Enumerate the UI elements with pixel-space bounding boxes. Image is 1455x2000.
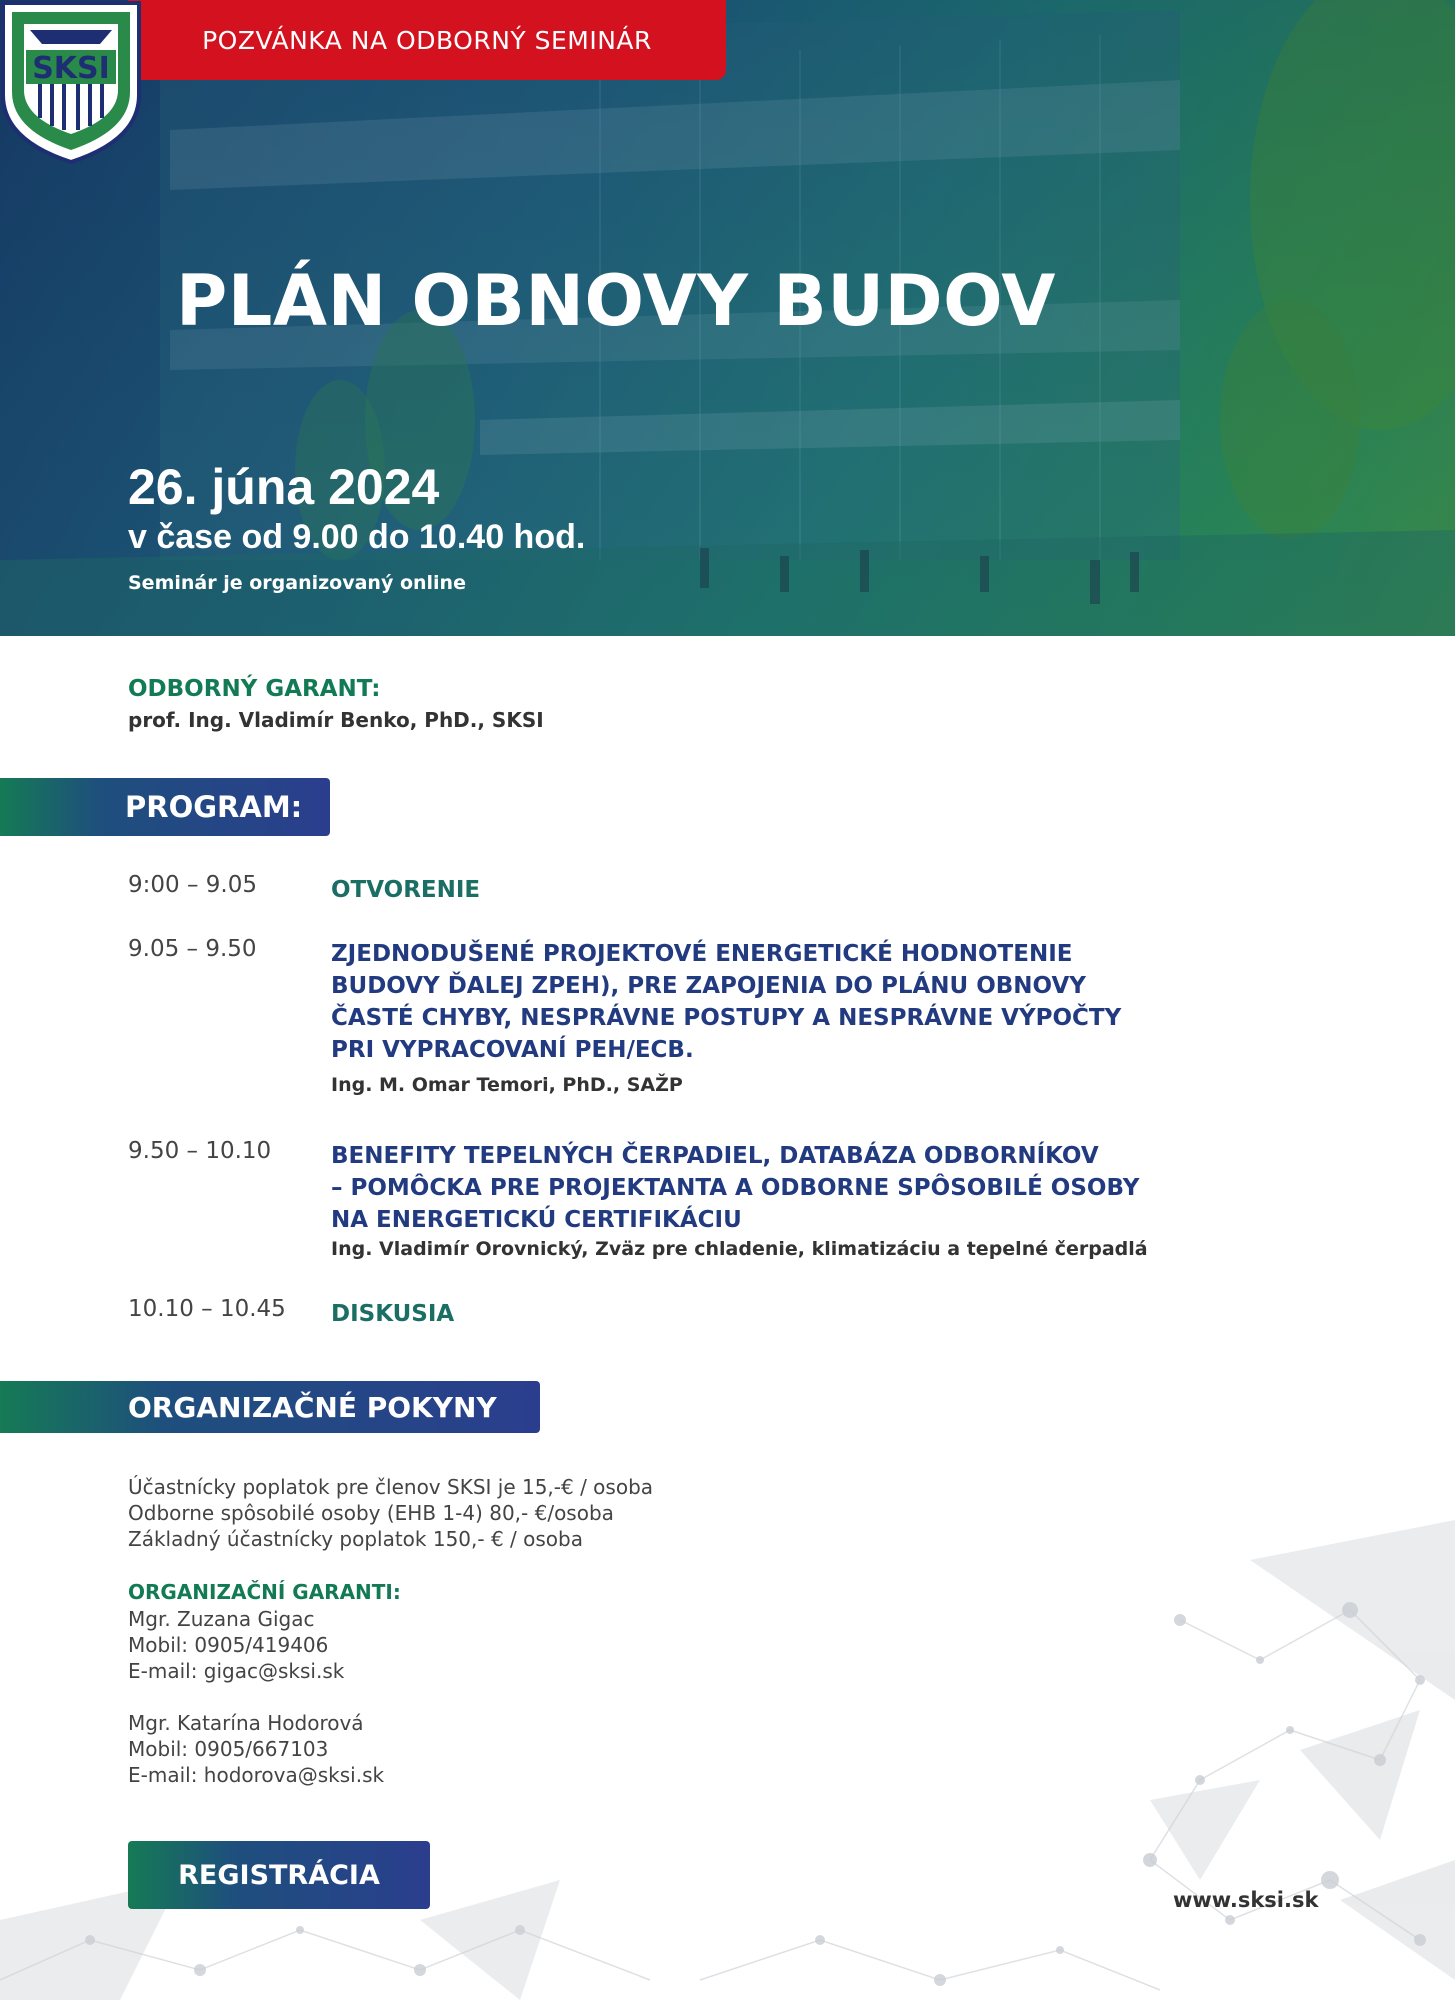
contact-email[interactable]: E-mail: hodorova@sksi.sk — [128, 1763, 385, 1787]
program-time: 9.05 – 9.50 — [128, 936, 257, 962]
page-title: PLÁN OBNOVY BUDOV — [176, 260, 1056, 342]
logo-text: SKSI — [32, 51, 110, 86]
contact-name: Mgr. Zuzana Gigac — [128, 1607, 315, 1631]
program-title-line: ČASTÉ CHYBY, NESPRÁVNE POSTUPY A NESPRÁVNE VÝPOČTY — [331, 1005, 1122, 1031]
garant-heading: ODBORNÝ GARANT: — [128, 676, 381, 702]
fee-list — [128, 1474, 653, 1552]
contact-mobile: Mobil: 0905/419406 — [128, 1633, 329, 1657]
fee-line: Základný účastnícky poplatok 150,- € / osoba — [128, 1527, 583, 1551]
event-date: 26. júna 2024 — [128, 459, 440, 515]
organizers-heading: ORGANIZAČNÍ GARANTI: — [128, 1580, 401, 1604]
program-title-line: NA ENERGETICKÚ CERTIFIKÁCIU — [331, 1207, 742, 1233]
program-title-line: – POMÔCKA PRE PROJEKTANTA A ODBORNE SPÔSOBILÉ OSOBY — [331, 1175, 1140, 1201]
event-time: v čase od 9.00 do 10.40 hod. — [128, 518, 586, 556]
program-title-line: DISKUSIA — [331, 1301, 455, 1327]
hero-banner — [0, 0, 1455, 636]
contact-card — [128, 1710, 384, 1788]
program-speaker: Ing. Vladimír Orovnický, Zväz pre chladenie, klimatizáciu a tepelné čerpadlá — [331, 1238, 1148, 1260]
program-title — [331, 874, 1291, 906]
garant-name: prof. Ing. Vladimír Benko, PhD., SKSI — [128, 708, 544, 732]
website-link[interactable]: www.sksi.sk — [1173, 1888, 1319, 1912]
program-title — [331, 1140, 1291, 1236]
contact-name: Mgr. Katarína Hodorová — [128, 1711, 364, 1735]
sksi-logo — [0, 0, 142, 165]
program-time: 9:00 – 9.05 — [128, 872, 257, 898]
program-title — [331, 1298, 1291, 1330]
fee-line: Účastnícky poplatok pre členov SKSI je 15,-€ / osoba — [128, 1475, 654, 1499]
program-title-line: PRI VYPRACOVANÍ PEH/ECB. — [331, 1037, 694, 1063]
contact-email[interactable]: E-mail: gigac@sksi.sk — [128, 1659, 345, 1683]
program-speaker: Ing. M. Omar Temori, PhD., SAŽP — [331, 1074, 683, 1096]
fee-line: Odborne spôsobilé osoby (EHB 1-4) 80,- €/osoba — [128, 1501, 614, 1525]
online-note: Seminár je organizovaný online — [128, 572, 466, 594]
program-title-line: ZJEDNODUŠENÉ PROJEKTOVÉ ENERGETICKÉ HODNOTENIE — [331, 941, 1073, 967]
program-title-line: BUDOVY ĎALEJ ZPEH), PRE ZAPOJENIA DO PLÁNU OBNOVY — [331, 973, 1086, 999]
invitation-badge: POZVÁNKA NA ODBORNÝ SEMINÁR — [128, 0, 726, 80]
program-heading: PROGRAM: — [0, 778, 330, 836]
program-title-line: OTVORENIE — [331, 877, 481, 903]
contact-card — [128, 1606, 344, 1684]
program-title-line: BENEFITY TEPELNÝCH ČERPADIEL, DATABÁZA ODBORNÍKOV — [331, 1143, 1099, 1169]
contact-mobile: Mobil: 0905/667103 — [128, 1737, 329, 1761]
program-time: 10.10 – 10.45 — [128, 1296, 286, 1322]
organization-heading: ORGANIZAČNÉ POKYNY — [0, 1381, 540, 1433]
register-button[interactable]: REGISTRÁCIA — [128, 1841, 430, 1909]
program-time: 9.50 – 10.10 — [128, 1138, 272, 1164]
program-title — [331, 938, 1291, 1066]
